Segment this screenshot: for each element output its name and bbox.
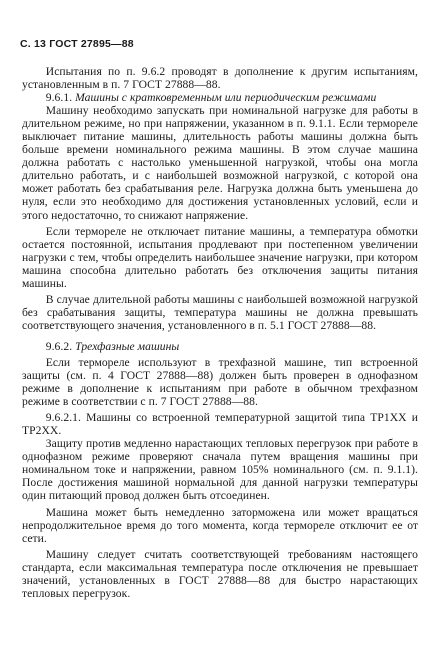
paragraph: Если термореле используют в трехфазной машине, тип встроенной защиты (см. п. 4 ГОСТ 27888—88) должен быть проверен в однофазном режиме в дополнение к испытаниям при работе в обычном трехфазном режиме в соответствии с п. 7 ГОСТ 27888—88. — [22, 355, 418, 409]
paragraph: Защиту против медленно нарастающих тепловых перегрузок при работе в однофазном режиме проверяют сначала путем вращения машины при номинальном токе и напряжении, равном 105% номинального (см. п. 9.1.1). После достижения машиной нормальной для данной нагрузки температуры один питающий провод должен быть отсоединен. — [22, 437, 418, 503]
paragraph: Машину следует считать соответствующей требованиям настоящего стандарта, если максимальная температура после отключения не превышает значений, установленных в ГОСТ 27888—88 для быстро нарастающих тепловых перегрузок. — [22, 547, 418, 600]
section-number: 9.6.2. — [45, 339, 76, 353]
paragraph: В случае длительной работы машины с наибольшей возможной нагрузкой без срабатывания защиты, температура машины не должна превышать соответствующего значения, установленного в п. 5.1 ГОСТ 27888—88. — [22, 292, 418, 332]
section-heading-9-6-1 — [22, 91, 418, 104]
paragraph: Машина может быть немедленно заторможена или может вращаться непродолжительное время до того момента, когда термореле отключит ее от сети. — [22, 505, 418, 545]
paragraph: Машину необходимо запускать при номинальной нагрузке для работы в длительном режиме, но при напряжении, указанном в п. 9.1.1. Если термореле выключает питание машины, длительность работы машины должна быть больше времени номинального режима машины. В этом случае машина должна работать с настолько уменьшенной нагрузкой, чтобы она могла длительно работать, и с наибольшей возможной нагрузкой, с которой она может работать без срабатывания реле. Нагрузка должна быть уменьшена до нуля, если это необходимо для достижения установленных условий, если и этого недостаточно, то снижают напряжение. — [22, 104, 418, 222]
paragraph: Если термореле не отключает питание машины, а температура обмотки остается постоянной, испытания продлевают при постепенном увеличении нагрузки с тем, чтобы определить наибольшее значение нагрузки, при котором машина способна длительно работать без отключения защиты питания машины. — [22, 224, 418, 290]
paragraph-intro: Испытания по п. 9.6.2 проводят в дополнение к другим испытаниям, установленным в п. 7 ГОСТ 27888—88. — [22, 65, 418, 92]
section-heading-9-6-2 — [22, 340, 418, 353]
document-body — [22, 65, 418, 600]
section-title: Трехфазные машины — [75, 339, 180, 353]
section-title: Машины с кратковременным или периодическим режимами — [75, 91, 377, 105]
section-number: 9.6.1. — [45, 91, 76, 105]
page-header: С. 13 ГОСТ 27895—88 — [20, 38, 134, 50]
subsection-heading-9-6-2-1: 9.6.2.1. Машины со встроенной температурной защитой типа ТР1ХХ и ТР2ХХ. — [22, 411, 418, 438]
